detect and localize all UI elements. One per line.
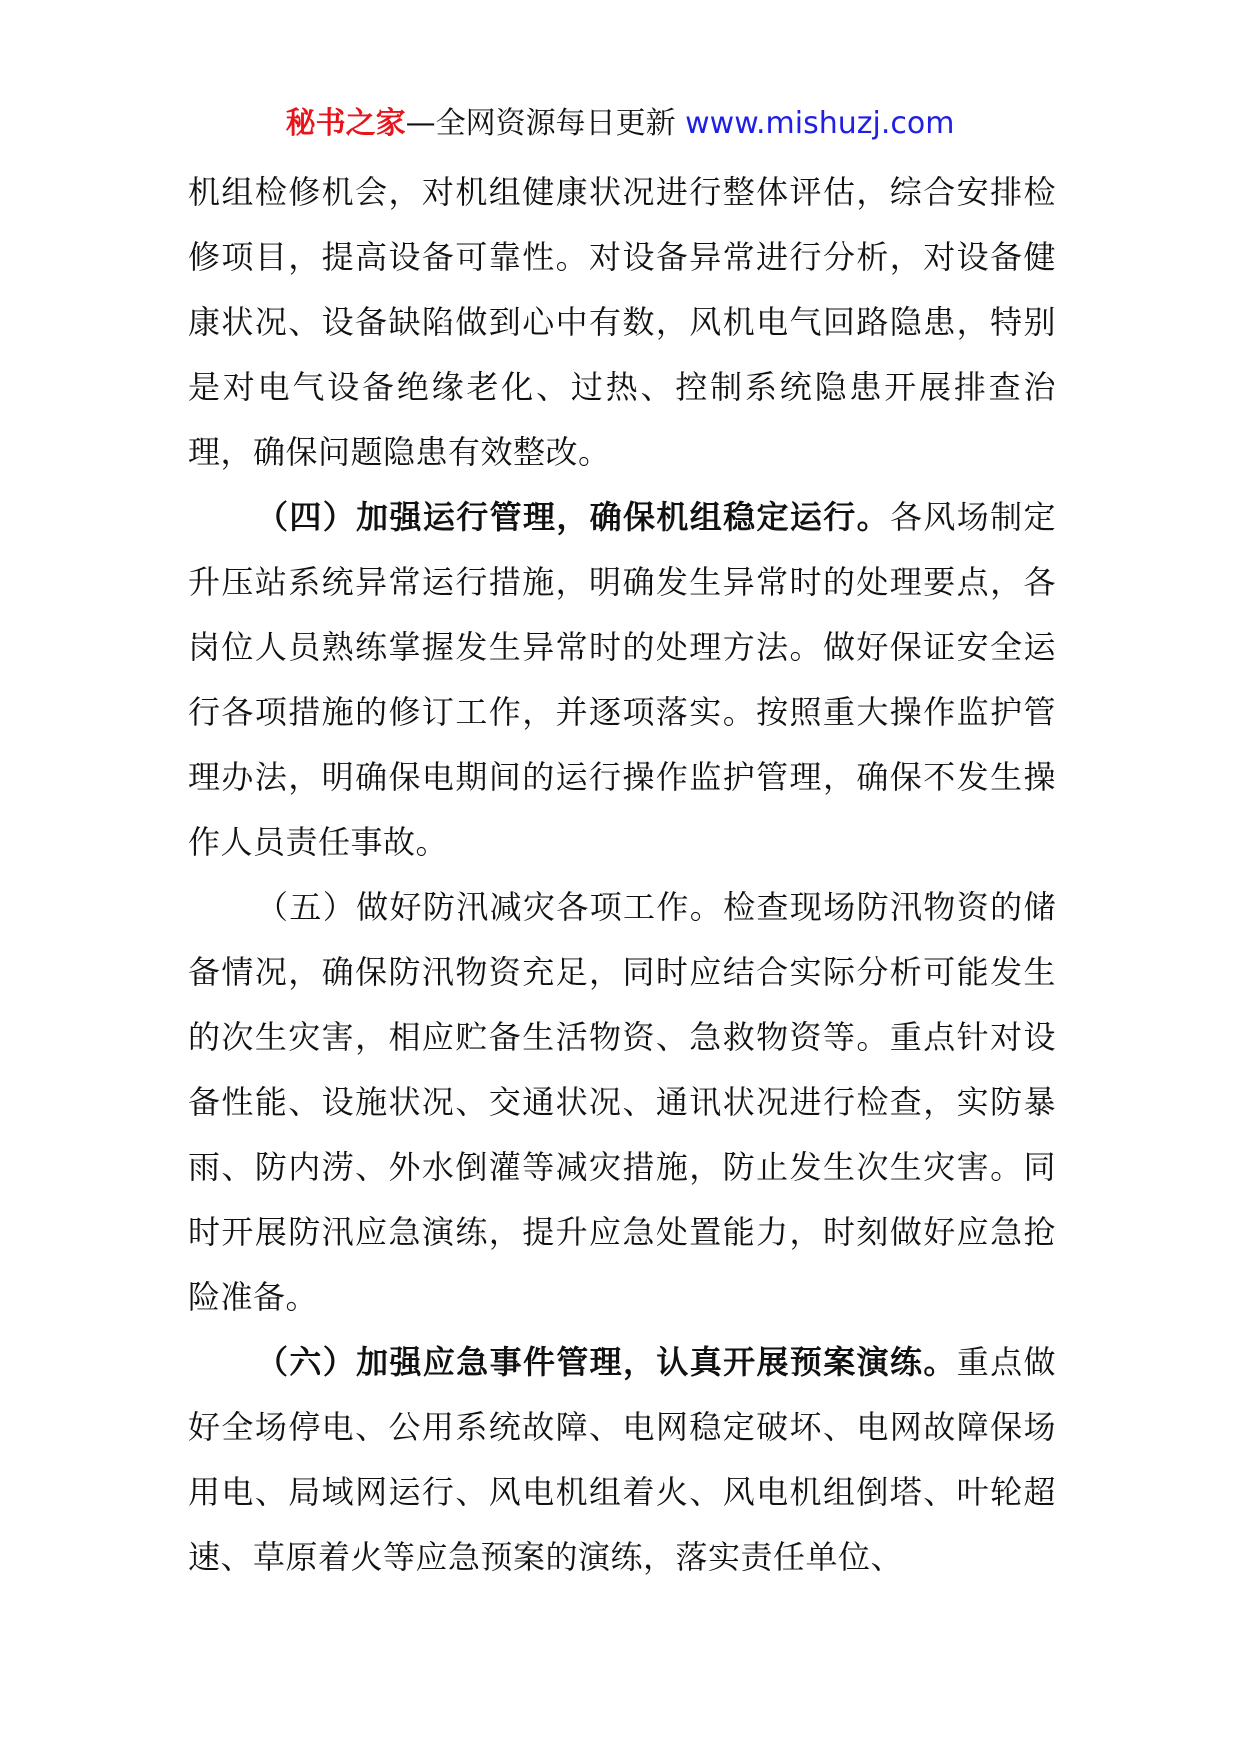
paragraph-text: 机组检修机会，对机组健康状况进行整体评估，综合安排检修项目，提高设备可靠性。对设备异常进行分析，对设备健康状况、设备缺陷做到心中有数，风机电气回路隐患，特别是对电气设备绝缘老化、过热、控制系统隐患开展排查治理，确保问题隐患有效整改。 <box>188 173 1056 471</box>
paragraph-continued <box>188 160 1056 485</box>
paragraph-section-5 <box>188 875 1056 1330</box>
paragraph-section-6 <box>188 1330 1056 1590</box>
paragraph-text: （五）做好防汛减灾各项工作。检查现场防汛物资的储备情况，确保防汛物资充足，同时应结合实际分析可能发生的次生灾害，相应贮备生活物资、急救物资等。重点针对设备性能、设施状况、交通状况、通讯状况进行检查，实防暴雨、防内涝、外水倒灌等减灾措施，防止发生次生灾害。同时开展防汛应急演练，提升应急处置能力，时刻做好应急抢险准备。 <box>188 888 1056 1316</box>
paragraph-text: 重点做好全场停电、公用系统故障、电网稳定破坏、电网故障保场用电、局域网运行、风电机组着火、风电机组倒塔、叶轮超速、草原着火等应急预案的演练，落实责任单位、 <box>188 1343 1056 1576</box>
section-heading: （六）加强应急事件管理，认真开展预案演练。 <box>256 1343 957 1381</box>
header-slogan: —全网资源每日更新 <box>405 106 676 141</box>
page-header <box>0 104 1240 144</box>
paragraph-text: 各风场制定升压站系统异常运行措施，明确发生异常时的处理要点，各岗位人员熟练掌握发生异常时的处理方法。做好保证安全运行各项措施的修订工作，并逐项落实。按照重大操作监护管理办法，明确保电期间的运行操作监护管理，确保不发生操作人员责任事故。 <box>188 498 1056 861</box>
document-body <box>188 160 1056 1590</box>
brand-name: 秘书之家 <box>285 106 406 141</box>
website-link[interactable]: www.mishuzj.com <box>685 106 955 141</box>
section-heading: （四）加强运行管理，确保机组稳定运行。 <box>256 498 890 536</box>
paragraph-section-4 <box>188 485 1056 875</box>
